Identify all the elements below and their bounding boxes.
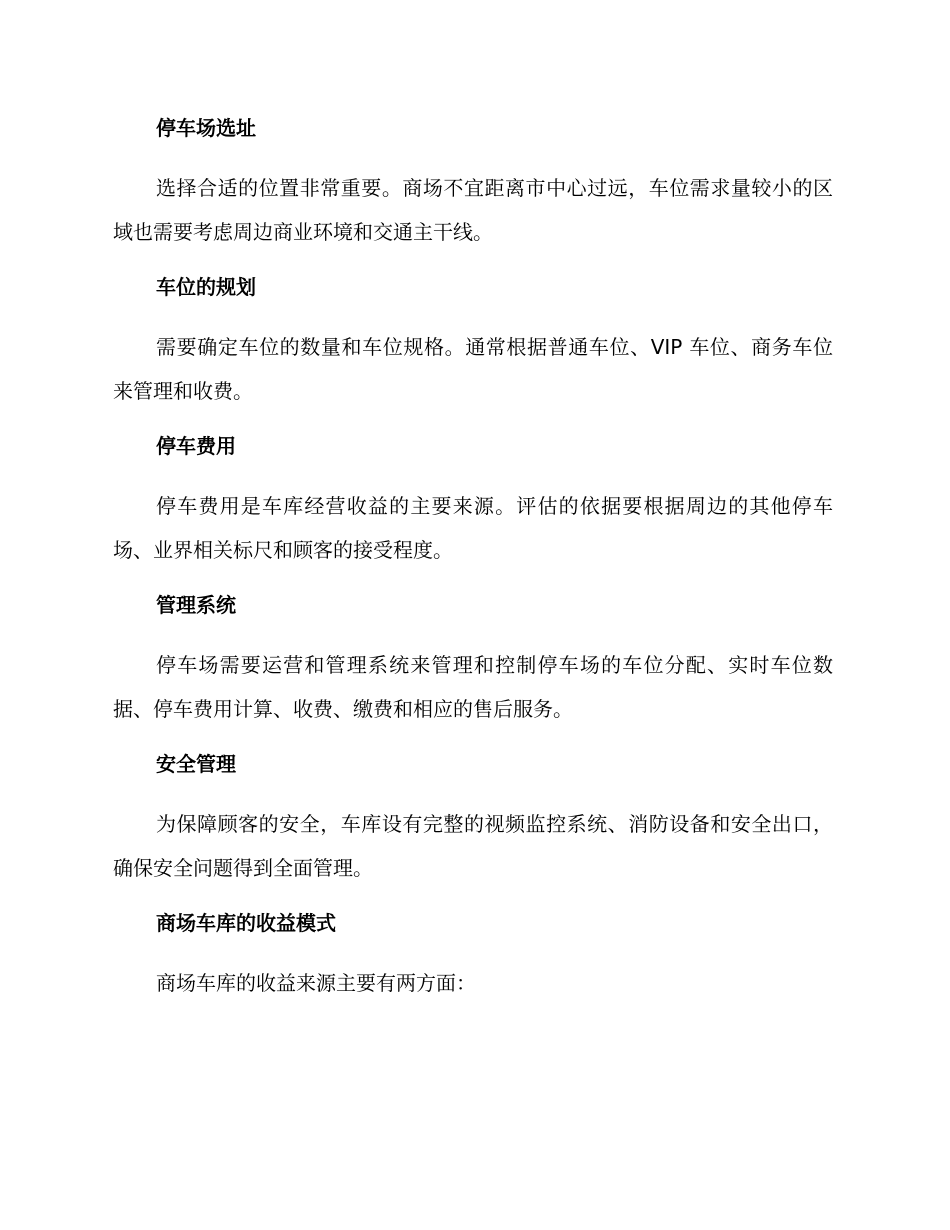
section-revenue-model bbox=[113, 907, 833, 1005]
section-paragraph: 为保障顾客的安全，车库设有完整的视频监控系统、消防设备和安全出口，确保安全问题得到全面管理。 bbox=[113, 812, 833, 880]
section-heading: 停车费用 bbox=[156, 434, 236, 458]
section-space-planning bbox=[113, 271, 833, 413]
section-heading: 停车场选址 bbox=[156, 116, 256, 140]
section-heading: 管理系统 bbox=[156, 593, 236, 617]
section-paragraph: 停车费用是车库经营收益的主要来源。评估的依据要根据周边的其他停车场、业界相关标尺和顾客的接受程度。 bbox=[113, 494, 833, 562]
section-heading: 安全管理 bbox=[156, 752, 236, 776]
section-paragraph: 选择合适的位置非常重要。商场不宜距离市中心过远，车位需求量较小的区域也需要考虑周边商业环境和交通主干线。 bbox=[113, 176, 833, 244]
section-paragraph: 商场车库的收益来源主要有两方面： bbox=[156, 971, 476, 995]
section-parking-fees bbox=[113, 430, 833, 572]
section-management-system bbox=[113, 589, 833, 731]
section-heading: 车位的规划 bbox=[156, 275, 256, 299]
section-safety-management bbox=[113, 748, 833, 890]
section-heading: 商场车库的收益模式 bbox=[156, 911, 336, 935]
section-paragraph: 停车场需要运营和管理系统来管理和控制停车场的车位分配、实时车位数据、停车费用计算、收费、缴费和相应的售后服务。 bbox=[113, 653, 833, 721]
section-parking-site bbox=[113, 112, 833, 254]
document-body bbox=[113, 112, 833, 1022]
section-paragraph: 需要确定车位的数量和车位规格。通常根据普通车位、VIP 车位、商务车位来管理和收费。 bbox=[113, 335, 833, 403]
